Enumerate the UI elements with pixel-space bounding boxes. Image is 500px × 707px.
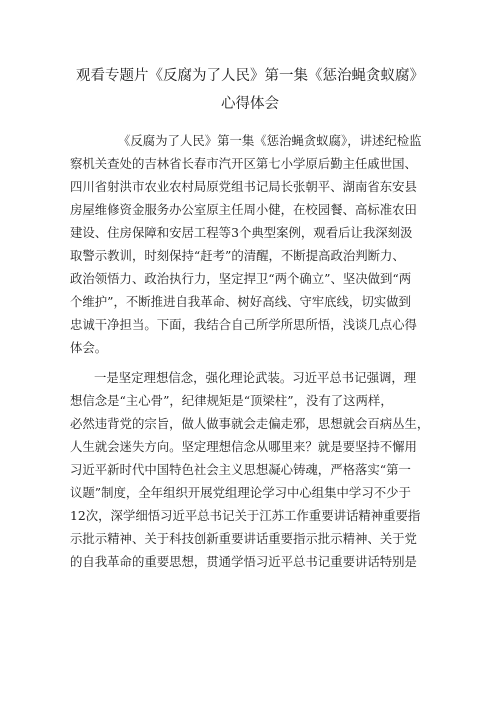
paragraph-line: 体会。 xyxy=(70,340,108,355)
paragraph-line: 取警示教训，时刻保持“赶考”的清醒，不断提高政治判断力、 xyxy=(70,248,405,263)
document-subtitle: 心得体会 xyxy=(221,96,279,112)
paragraph-line: 想信念是“主心骨”，纪律规矩是“顶梁柱”，没有了这两样， xyxy=(70,393,393,408)
paragraph-line: 《反腐为了人民》第一集《惩治蝇贪蚁腐》，讲述纪检监 xyxy=(118,133,422,148)
paragraph-line: 必然违背党的宗旨，做人做事就会走偏走邪，思想就会百病丛生， xyxy=(70,416,430,431)
paragraph-line: 政治领悟力、政治执行力，坚定捍卫“两个确立”、坚决做到“两 xyxy=(70,271,412,286)
paragraph-line: 察机关查处的吉林省长春市汽开区第七小学原后勤主任戚世国、 xyxy=(70,156,417,171)
paragraph-line: 四川省射洪市农业农村局原党组书记局长张朝平、湖南省东安县 xyxy=(70,179,417,194)
document-title: 观看专题片《反腐为了人民》第一集《惩治蝇贪蚁腐》 xyxy=(76,68,424,84)
paragraph-line: 房屋维修资金服务办公室原主任周小健，在校园餐、高标准农田 xyxy=(70,202,417,217)
paragraph-line: 习近平新时代中国特色社会主义思想凝心铸魂，严格落实“第一 xyxy=(70,462,411,477)
paragraph-line: 人生就会迷失方向。坚定理想信念从哪里来？就是要坚持不懈用 xyxy=(70,439,417,454)
paragraph-line: 一是坚定理想信念，强化理论武装。习近平总书记强调，理 xyxy=(94,370,417,385)
paragraph-line: 个维护”，不断推进自我革命、树好高线、守牢底线，切实做到 xyxy=(70,294,411,309)
paragraph-line: 忠诚干净担当。下面，我结合自己所学所思所悟，浅谈几点心得 xyxy=(70,317,417,332)
paragraph-line: 议题”制度，全年组织开展党组理论学习中心组集中学习不少于 xyxy=(70,485,411,500)
paragraph-line: 12次，深学细悟习近平总书记关于江苏工作重要讲话精神重要指 xyxy=(70,508,421,523)
paragraph-line: 的自我革命的重要思想，贯通学悟习近平总书记重要讲话特别是 xyxy=(70,554,417,569)
paragraph-line: 建设、住房保障和安居工程等3个典型案例，观看后让我深刻汲 xyxy=(70,225,413,240)
paragraph-line: 示批示精神、关于科技创新重要讲话重要指示批示精神、关于党 xyxy=(70,531,417,546)
